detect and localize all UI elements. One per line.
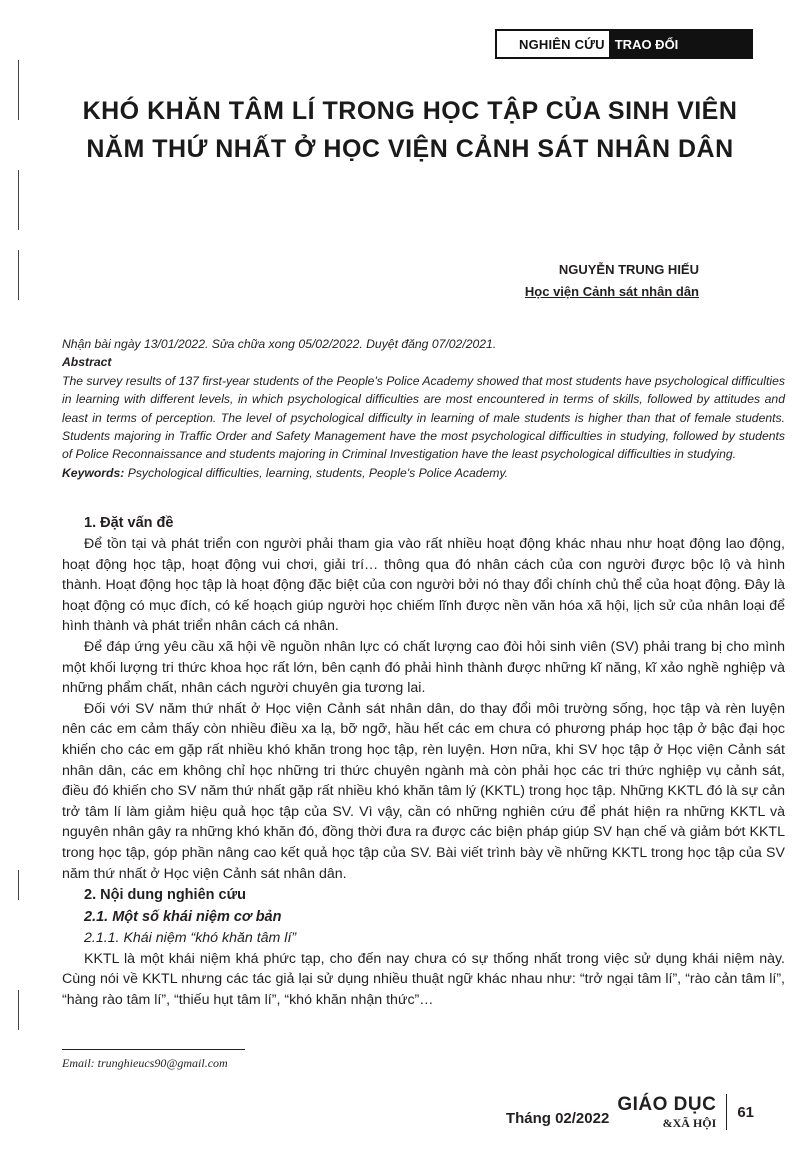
paragraph: Đối với SV năm thứ nhất ở Học viện Cảnh sát nhân dân, do thay đổi môi trường sống, học tập và rèn luyện nên các em cảm thấy còn nhiều điều xa lạ, bỡ ngỡ, hầu hết các em chưa có phương pháp học tập ở bậc đại học khiến cho các em gặp rất nhiều khó khăn trong học tập, rèn luyện. Hơn nữa, khi SV học tập ở Học viện Cảnh sát nhân dân, các em không chỉ học những tri thức chuyên ngành mà còn phải học các tri thức nghiệp vụ cảnh sát, điều đó khiến cho SV năm thứ nhất gặp rất nhiều khó khăn tâm lý (KKTL) trong học tập. Những KKTL đó là sự cản trở tâm lí làm giảm hiệu quả học tập của SV. Vì vậy, cần có những nghiên cứu để phát hiện ra những KKTL và nguyên nhân gây ra những khó khăn đó, đồng thời đưa ra được các biện pháp giúp SV hạn chế và giảm bớt KKTL trong học tập, góp phần nâng cao kết quả học tập của SV. Bài viết trình bày về những KKTL trong học tập của SV năm thứ nhất ở Học viện Cảnh sát nhân dân. — [62, 700, 785, 882]
title-line-2: NĂM THỨ NHẤT Ở HỌC VIỆN CẢNH SÁT NHÂN DÂN — [86, 135, 734, 163]
margin-rule — [18, 170, 19, 230]
abstract-heading: Abstract — [62, 355, 112, 370]
article-title — [40, 92, 780, 168]
abstract-block — [62, 335, 785, 482]
section-heading: 2. Nội dung nghiên cứu — [84, 887, 246, 904]
subsubsection-heading: 2.1.1. Khái niệm “khó khăn tâm lí” — [84, 930, 297, 947]
journal-logo — [617, 1095, 716, 1129]
title-line-1: KHÓ KHĂN TÂM LÍ TRONG HỌC TẬP CỦA SINH VIÊN — [82, 97, 738, 125]
subsection-heading: 2.1. Một số khái niệm cơ bản — [84, 909, 282, 926]
footnote-rule — [62, 1049, 245, 1050]
author-name: NGUYỄN TRUNG HIẾU — [558, 262, 699, 277]
section-label-right: TRAO ĐỔI — [609, 31, 751, 57]
paragraph: Để đáp ứng yêu cầu xã hội về nguồn nhân lực có chất lượng cao đòi hỏi sinh viên (SV) phải trang bị cho mình một khối lượng tri thức khoa học rất lớn, bên cạnh đó phải hình thành được những kĩ năng, kĩ xảo nghề nghiệp và những phẩm chất, nhân cách người chuyên gia tương lai. — [62, 638, 785, 697]
margin-rule — [18, 870, 19, 900]
section-heading: 1. Đặt vấn đề — [84, 515, 174, 531]
section-label-left: NGHIÊN CỨU — [497, 31, 609, 57]
margin-rule — [18, 990, 19, 1030]
logo-line-1: GIÁO DỤC — [617, 1094, 717, 1115]
page-number: 61 — [737, 1103, 754, 1121]
margin-rule — [18, 60, 19, 120]
author-email: Email: trunghieucs90@gmail.com — [62, 1056, 228, 1070]
author-block — [525, 259, 699, 303]
margin-rule — [18, 250, 19, 300]
logo-line-2: &XÃ HỘI — [662, 1116, 717, 1130]
footer-divider — [726, 1094, 727, 1130]
submission-dates: Nhận bài ngày 13/01/2022. Sửa chữa xong 05/02/2022. Duyệt đăng 07/02/2021. — [62, 337, 497, 351]
section-badge — [495, 29, 753, 59]
article-body — [62, 512, 785, 1010]
page-footer — [506, 1094, 754, 1130]
abstract-text: The survey results of 137 first-year students of the People's Police Academy showed that most students have psychological difficulties in learning with different levels, in which psychological difficulties are most encountered in terms of skills, followed by attitudes and least in terms of perception. The level of psychological difficulty in learning of male students is higher than that of female students. Students majoring in Traffic Order and Safety Management have the most psychological difficulties in studying, followed by students of Police Reconnaissance and students majoring in Criminal Investigation have the least psychological difficulties in studying. — [62, 373, 785, 462]
author-affiliation: Học viện Cảnh sát nhân dân — [524, 284, 699, 299]
paragraph: KKTL là một khái niệm khá phức tạp, cho đến nay chưa có sự thống nhất trong việc sử dụng khái niệm này. Cùng nói về KKTL nhưng các tác giả lại sử dụng nhiều thuật ngữ khác nhau như: “trở ngại tâm lí”, “rào cản tâm lí”, “hàng rào tâm lí”, “thiếu hụt tâm lí”, “khó khăn nhận thức”… — [62, 950, 785, 1008]
issue-month: Tháng 02/2022 — [505, 1109, 610, 1127]
paragraph: Để tồn tại và phát triển con người phải tham gia vào rất nhiều hoạt động khác nhau như hoạt động lao động, hoạt động học tập, hoạt động vui chơi, giải trí… thông qua đó nhân cách của con người được bộc lộ và hình thành. Hoạt động học tập là hoạt động đặc biệt của con người bởi nó thay đổi chính chủ thể của hoạt động. Đây là hoạt động có mục đích, có kế hoạch giúp người học chiếm lĩnh được nền văn hóa xã hội, lịch sử của nhân loại để hình thành và phát triển nhân cách cá nhân. — [62, 536, 785, 635]
keywords-text: Psychological difficulties, learning, students, People's Police Academy. — [124, 465, 509, 480]
keywords-label: Keywords: — [62, 465, 125, 480]
